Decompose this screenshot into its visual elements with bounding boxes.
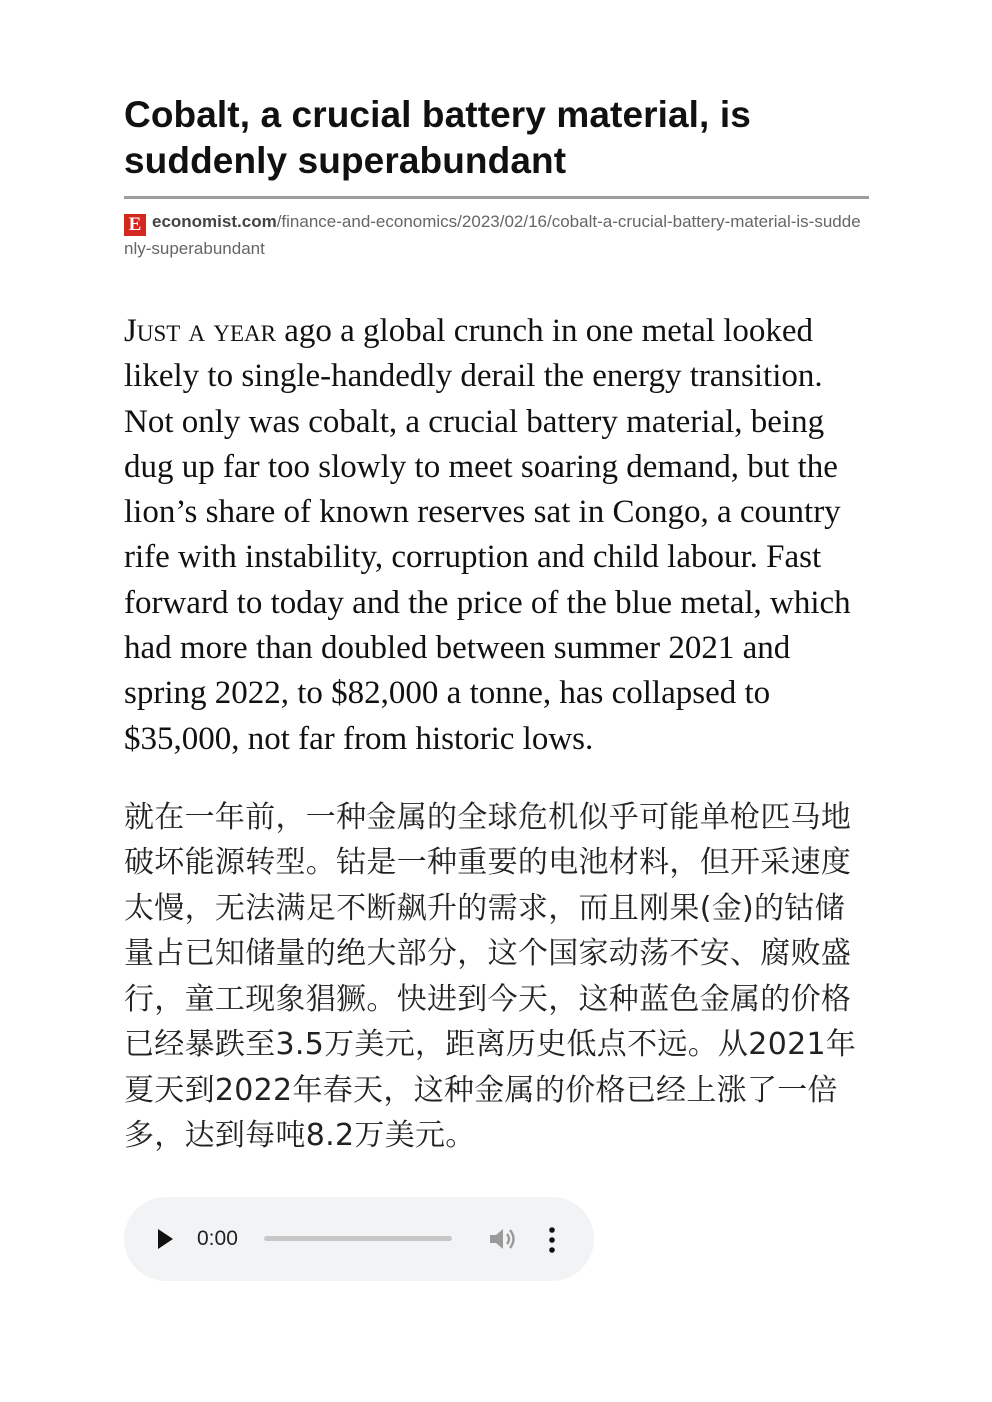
source-domain: economist.com: [152, 212, 277, 231]
volume-icon[interactable]: [487, 1226, 517, 1252]
article-body-english: [124, 309, 869, 762]
play-icon[interactable]: [158, 1229, 173, 1249]
economist-logo-icon: E: [124, 214, 146, 236]
article-body-chinese: 就在一年前，一种金属的全球危机似乎可能单枪匹马地破坏能源转型。钴是一种重要的电池材料，但开采速度太慢，无法满足不断飙升的需求，而且刚果(金)的钴储量占已知储量的绝大部分，这个国家动荡不安、腐败盛行，童工现象猖獗。快进到今天，这种蓝色金属的价格已经暴跌至3.5万美元，距离历史低点不远。从2021年夏天到2022年春天，这种金属的价格已经上涨了一倍多，达到每吨8.2万美元。: [124, 799, 857, 1154]
article: [124, 92, 869, 1281]
body-english-text: ago a global crunch in one metal looked likely to single-handedly derail the energy transition. Not only was cobalt, a crucial battery material, being dug up far too slowly to meet soaring demand, but the lion’s share of known reserves sat in Congo, a country rife with instability, corruption and child labour. Fast forward to today and the price of the blue metal, which had more than doubled between summer 2021 and spring 2022, to $82,000 a tonne, has collapsed to $35,000, not far from historic lows.: [124, 313, 851, 757]
audio-time: 0:00: [197, 1226, 238, 1250]
title-divider: [124, 196, 869, 199]
audio-player: [124, 1197, 594, 1281]
more-vert-icon[interactable]: [548, 1227, 556, 1253]
article-title: Cobalt, a crucial battery material, is suddenly superabundant: [124, 94, 751, 181]
source-link[interactable]: [124, 209, 869, 261]
audio-progress-bar[interactable]: [264, 1236, 452, 1241]
lead-in-smallcaps: Just a year: [124, 313, 277, 349]
source-path: /finance-and-economics/2023/02/16/cobalt-a-crucial-battery-material-is-suddenly-superabundant: [124, 212, 861, 258]
